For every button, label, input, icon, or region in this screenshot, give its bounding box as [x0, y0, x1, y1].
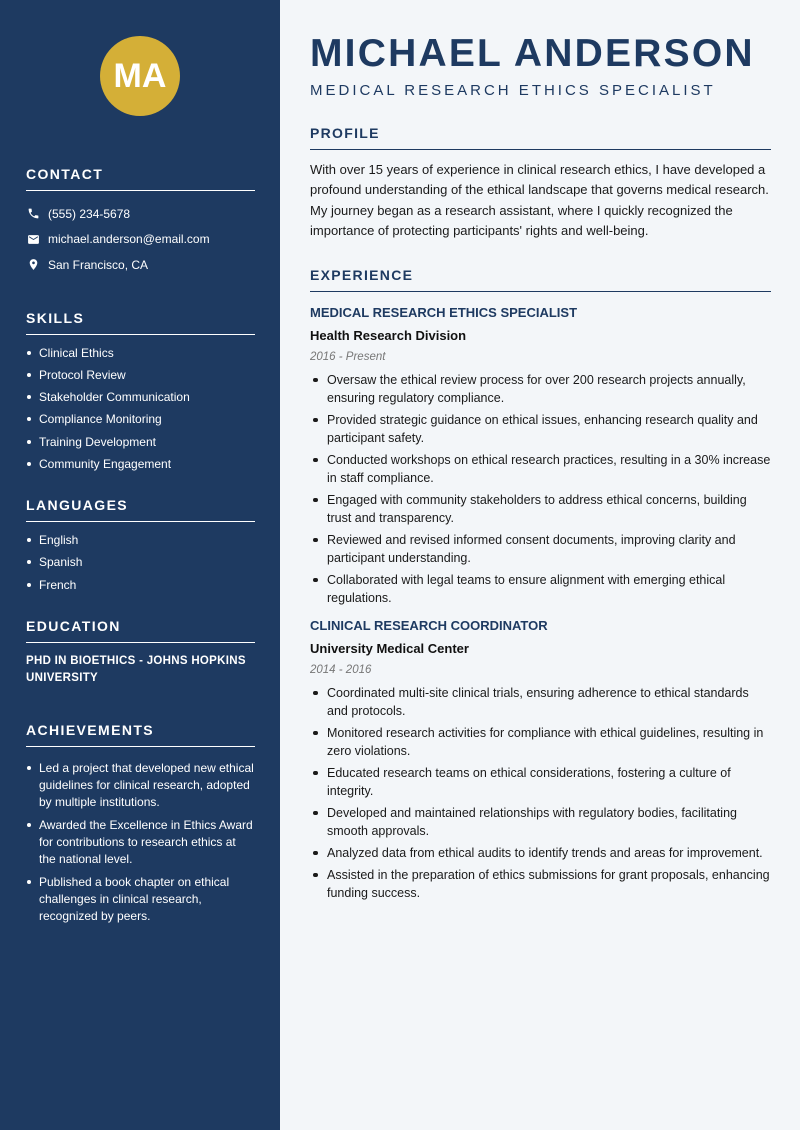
job-bullet: Collaborated with legal teams to ensure alignment with emerging ethical regulations.: [310, 571, 771, 607]
contact-list: [26, 201, 255, 278]
achievement-item: Led a project that developed new ethical guidelines for clinical research, adopted by multiple institutions.: [26, 760, 255, 811]
language-item: French: [26, 577, 255, 593]
achievement-item: Awarded the Excellence in Ethics Award for contributions to research ethics at the national level.: [26, 817, 255, 868]
education-degree: PHD IN BIOETHICS - JOHNS HOPKINS UNIVERSITY: [26, 654, 246, 684]
email-icon: [26, 232, 40, 246]
phone-icon: [26, 207, 40, 221]
skill-item: Stakeholder Communication: [26, 389, 255, 405]
job-bullet: Oversaw the ethical review process for over 200 research projects annually, ensuring regulatory compliance.: [310, 371, 771, 407]
contact-phone: [26, 201, 255, 227]
achievements-section: [26, 722, 255, 925]
job-bullets: [310, 684, 771, 902]
sidebar: [0, 0, 280, 1130]
job-title: CLINICAL RESEARCH COORDINATOR: [310, 617, 548, 633]
language-item: Spanish: [26, 554, 255, 570]
achievement-item: Published a book chapter on ethical challenges in clinical research, recognized by peers.: [26, 874, 255, 925]
job-title: MEDICAL RESEARCH ETHICS SPECIALIST: [310, 304, 578, 320]
skills-heading: SKILLS: [26, 310, 255, 335]
candidate-title: MEDICAL RESEARCH ETHICS SPECIALIST: [310, 82, 716, 99]
candidate-name: MICHAEL ANDERSON: [310, 32, 755, 75]
skill-item: Community Engagement: [26, 456, 255, 472]
languages-heading: LANGUAGES: [26, 497, 255, 522]
job-bullet: Conducted workshops on ethical research practices, resulting in a 30% increase in staff compliance.: [310, 451, 771, 487]
job-bullets: [310, 371, 771, 607]
skill-item: Clinical Ethics: [26, 345, 255, 361]
profile-text: With over 15 years of experience in clinical research ethics, I have developed a profound understanding of the ethical landscape that governs medical research. My journey began as a research assistant, where I quickly recognized the importance of protecting participants' rights and well-being.: [310, 162, 769, 239]
skills-section: [26, 310, 255, 472]
job-bullet: Monitored research activities for compliance with ethical guidelines, resulting in zero violations.: [310, 724, 771, 760]
email-text[interactable]: michael.anderson@email.com: [48, 232, 210, 247]
job-bullet: Educated research teams on ethical considerations, fostering a culture of integrity.: [310, 764, 771, 800]
job-dates: 2016 - Present: [310, 350, 386, 363]
contact-section: [26, 166, 255, 278]
language-item: English: [26, 532, 255, 548]
experience-section: [310, 267, 771, 902]
job-entry: [310, 618, 771, 902]
job-bullet: Engaged with community stakeholders to address ethical concerns, building trust and transparency.: [310, 491, 771, 527]
achievements-heading: ACHIEVEMENTS: [26, 722, 255, 747]
contact-email: [26, 227, 255, 253]
skill-item: Protocol Review: [26, 367, 255, 383]
job-entry: [310, 305, 771, 607]
job-bullet: Analyzed data from ethical audits to identify trends and areas for improvement.: [310, 844, 771, 862]
skill-item: Compliance Monitoring: [26, 411, 255, 427]
job-dates: 2014 - 2016: [310, 663, 372, 676]
skills-list: [26, 345, 255, 472]
profile-heading: PROFILE: [310, 125, 771, 150]
languages-list: [26, 532, 255, 593]
education-section: [26, 618, 255, 687]
phone-text: (555) 234-5678: [48, 206, 131, 221]
location-pin-icon: [26, 258, 40, 272]
languages-section: [26, 497, 255, 593]
main-content: [280, 0, 800, 1130]
avatar-initials: MA: [100, 36, 180, 116]
job-bullet: Developed and maintained relationships with regulatory bodies, facilitating smooth approvals.: [310, 804, 771, 840]
job-company: University Medical Center: [310, 640, 469, 656]
contact-location: [26, 252, 255, 278]
achievements-list: [26, 760, 255, 925]
job-bullet: Assisted in the preparation of ethics submissions for grant proposals, enhancing funding success.: [310, 866, 771, 902]
job-bullet: Provided strategic guidance on ethical issues, enhancing research quality and participant safety.: [310, 411, 771, 447]
job-bullet: Reviewed and revised informed consent documents, improving clarity and participant understanding.: [310, 531, 771, 567]
contact-heading: CONTACT: [26, 166, 255, 191]
job-company: Health Research Division: [310, 327, 467, 343]
location-text: San Francisco, CA: [48, 257, 149, 272]
education-heading: EDUCATION: [26, 618, 255, 643]
job-bullet: Coordinated multi-site clinical trials, ensuring adherence to ethical standards and protocols.: [310, 684, 771, 720]
experience-heading: EXPERIENCE: [310, 267, 771, 292]
skill-item: Training Development: [26, 434, 255, 450]
profile-section: [310, 125, 771, 242]
